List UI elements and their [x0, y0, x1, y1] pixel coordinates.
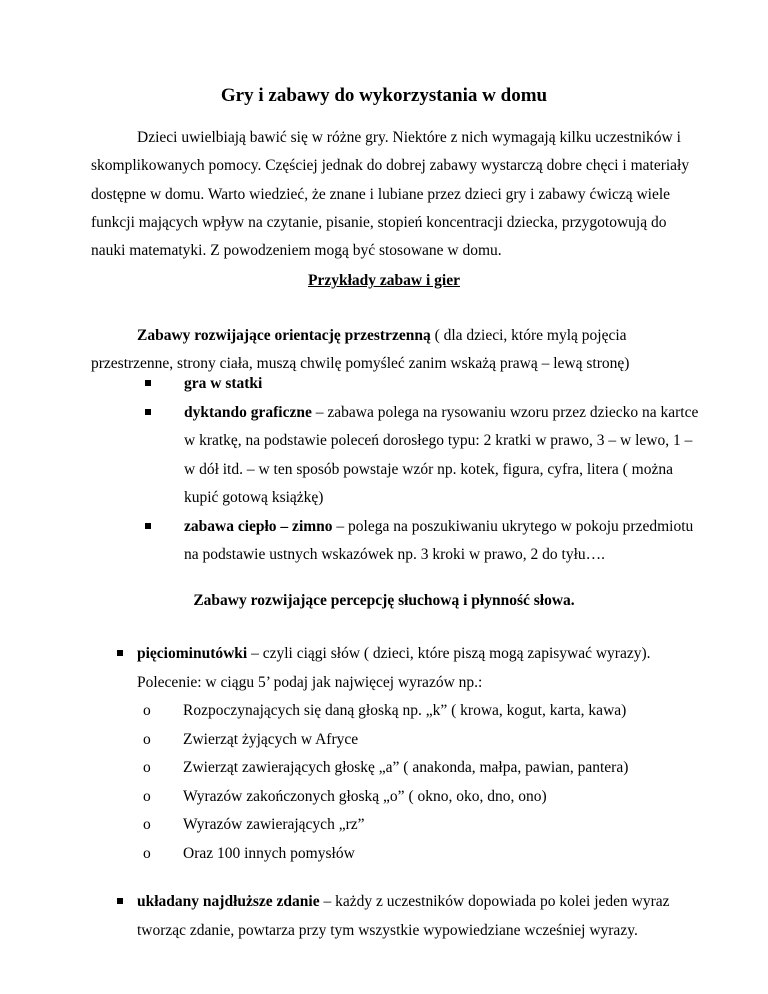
square-bullet-icon [145, 523, 151, 529]
list-item [137, 811, 707, 840]
game-description: – polega na poszukiwaniu ukrytego w pokoju przedmiotu na podstawie ustnych wskazówek np. 3 kroki w prawo, 2 do tyłu…. [184, 517, 694, 563]
auditory-section-heading: Zabawy rozwijające percepcję słuchową i płynność słowa. [193, 592, 575, 609]
list-item [184, 370, 704, 399]
list-item [137, 640, 707, 868]
circle-bullet-icon: o [143, 844, 151, 862]
circle-bullet-icon: o [143, 787, 151, 805]
list-item [137, 840, 707, 869]
word-category: Zwierząt żyjących w Afryce [183, 730, 359, 748]
list-item [184, 399, 704, 513]
spatial-heading-rest: ( dla dzieci, które mylą pojęcia przestrzenne, strony ciała, muszą chwilę pomyśleć zanim wskażą prawą – lewą stronę) [91, 327, 630, 373]
square-bullet-icon [145, 380, 151, 386]
circle-bullet-icon: o [143, 702, 151, 719]
intro-paragraph: Dzieci uwielbiają bawić się w różne gry. Niektóre z nich wymagają kilku uczestników i skomplikowanych pomocy. Częściej jednak do dobrej zabawy wystarczą dobre chęci i materiały dostępne w domu. Warto wiedzieć, że znane i lubiane przez dzieci gry i zabawy ćwiczą wiele funkcji mających wpływ na czytanie, pisanie, stopień koncentracji dziecka, przygotowują do nauki matematyki. Z powodzeniem mogą być stosowane w domu. [91, 129, 690, 260]
auditory-games-list [137, 640, 707, 945]
word-category-list [137, 697, 707, 868]
square-bullet-icon [117, 650, 123, 656]
word-category: Oraz 100 innych pomysłów [183, 844, 355, 862]
document-title: Gry i zabawy do wykorzystania w domu [220, 85, 548, 106]
list-item [137, 697, 707, 726]
word-category: Rozpoczynających się daną głoską np. „k” ( krowa, kogut, karta, kawa) [183, 702, 627, 719]
list-item [184, 513, 704, 570]
word-category: Zwierząt zawierających głoskę „a” ( anakonda, małpa, pawian, pantera) [183, 759, 629, 776]
list-item [137, 783, 707, 812]
game-term: gra w statki [184, 375, 263, 392]
list-spacer [137, 868, 707, 888]
word-category: Wyrazów zawierających „rz” [183, 816, 365, 833]
game-term: dyktando graficzne [184, 403, 312, 421]
game-term: pięciominutówki [137, 645, 248, 662]
examples-heading: Przykłady zabaw i gier [308, 272, 460, 289]
spatial-games-list [184, 370, 704, 570]
word-category: Wyrazów zakończonych głoską „o” ( okno, oko, dno, ono) [183, 787, 547, 805]
list-item [137, 726, 707, 755]
game-term: układany najdłuższe zdanie [137, 893, 320, 910]
circle-bullet-icon: o [143, 730, 151, 748]
square-bullet-icon [117, 898, 123, 904]
square-bullet-icon [145, 409, 151, 415]
spatial-heading-bold: Zabawy rozwijające orientację przestrzenną [137, 327, 431, 344]
circle-bullet-icon: o [143, 816, 151, 833]
list-item [137, 754, 707, 783]
game-description: – każdy z uczestników dopowiada po kolei jeden wyraz tworząc zdanie, powtarza przy tym wszystkie wypowiedziane wcześniej wyrazy. [137, 893, 670, 939]
list-item [137, 888, 707, 945]
circle-bullet-icon: o [143, 759, 151, 776]
game-description: – zabawa polega na rysowaniu wzoru przez dziecko na kartce w kratkę, na podstawie poleceń dorosłego typu: 2 kratki w prawo, 3 – w lewo, 1 – w dół itd. – w ten sposób powstaje wzór np. kotek, figura, cyfra, litera ( można kupić gotową książkę) [184, 403, 699, 506]
game-term: zabawa ciepło – zimno [184, 517, 333, 535]
game-description: – czyli ciągi słów ( dzieci, które piszą mogą zapisywać wyrazy). Polecenie: w ciągu 5’ podaj jak najwięcej wyrazów np.: [137, 645, 651, 691]
